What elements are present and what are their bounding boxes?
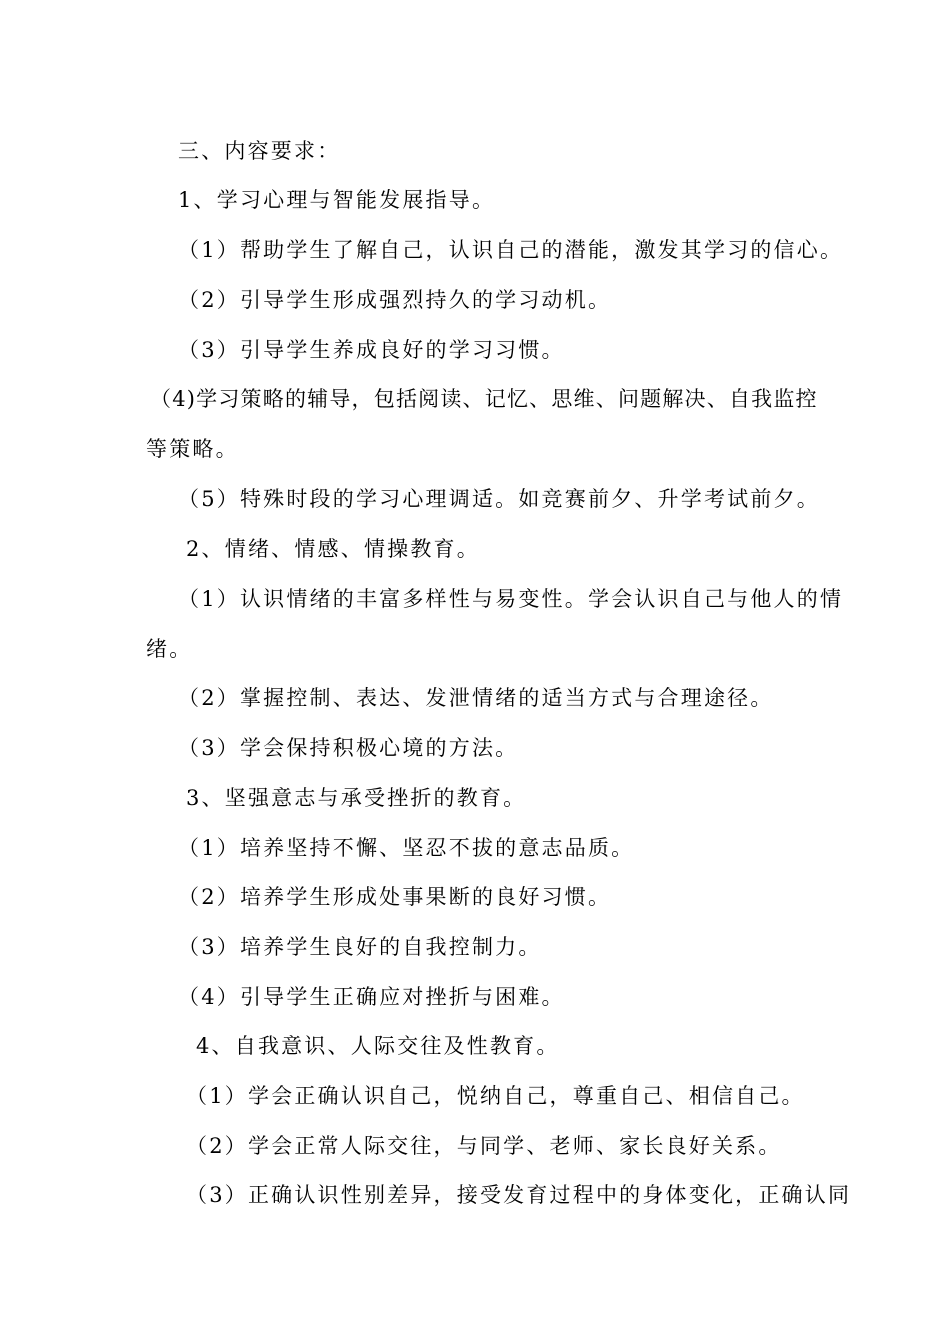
- list-item: （1）认识情绪的丰富多样性与易变性。学会认识自己与他人的情: [178, 587, 844, 611]
- list-item: （1）帮助学生了解自己，认识自己的潜能，激发其学习的信心。: [178, 238, 844, 262]
- list-item: （4)学习策略的辅导，包括阅读、记忆、思维、问题解决、自我监控: [150, 387, 818, 411]
- list-item: （3）学会保持积极心境的方法。: [178, 736, 519, 760]
- subsection-heading: 2、情绪、情感、情操教育。: [186, 537, 480, 561]
- list-item: （3）引导学生养成良好的学习习惯。: [178, 338, 565, 362]
- subsection-heading: 4、自我意识、人际交往及性教育。: [196, 1034, 560, 1058]
- list-item: （1）学会正确认识自己，悦纳自己，尊重自己、相信自己。: [186, 1084, 805, 1108]
- list-item: （1）培养坚持不懈、坚忍不拔的意志品质。: [178, 836, 635, 860]
- list-item: （2）掌握控制、表达、发泄情绪的适当方式与合理途径。: [178, 686, 774, 710]
- list-item: （3）培养学生良好的自我控制力。: [178, 935, 542, 959]
- list-item: （3）正确认识性别差异，接受发育过程中的身体变化，正确认同: [186, 1183, 852, 1207]
- list-item-continuation: 等策略。: [146, 437, 239, 461]
- list-item: （5）特殊时段的学习心理调适。如竞赛前夕、升学考试前夕。: [178, 487, 820, 511]
- section-heading: 三、内容要求：: [178, 139, 341, 163]
- list-item: （4）引导学生正确应对挫折与困难。: [178, 985, 565, 1009]
- list-item: （2）引导学生形成强烈持久的学习动机。: [178, 288, 612, 312]
- subsection-heading: 1、学习心理与智能发展指导。: [178, 188, 496, 212]
- list-item-continuation: 绪。: [146, 637, 193, 661]
- subsection-heading: 3、坚强意志与承受挫折的教育。: [186, 786, 527, 810]
- list-item: （2）学会正常人际交往，与同学、老师、家长良好关系。: [186, 1134, 782, 1158]
- list-item: （2）培养学生形成处事果断的良好习惯。: [178, 885, 612, 909]
